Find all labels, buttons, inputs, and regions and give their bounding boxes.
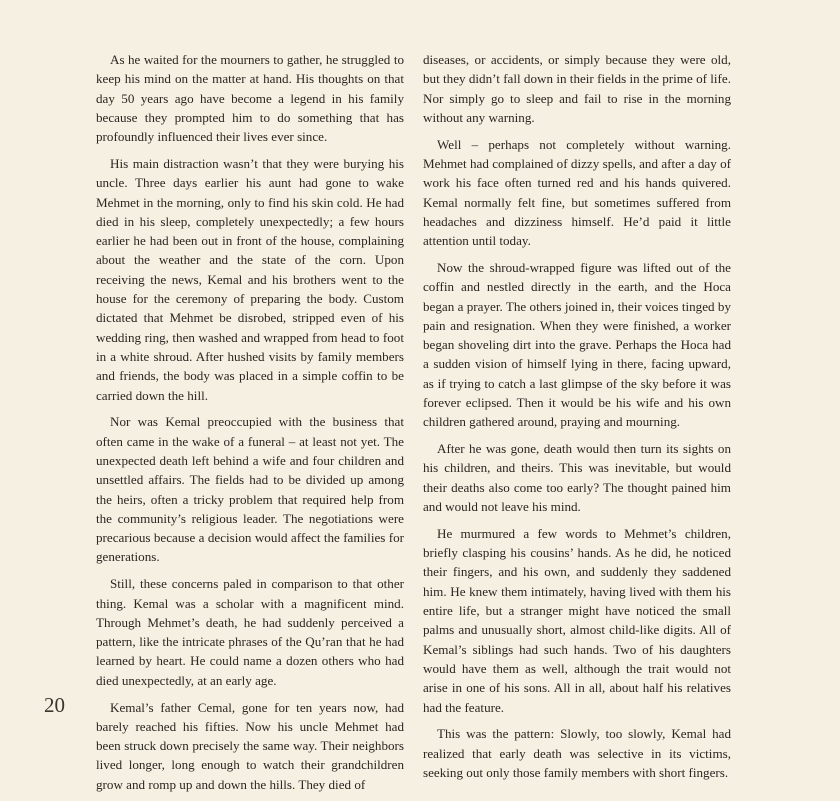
page-number: 20: [44, 693, 65, 717]
paragraph: His main distraction wasn’t that they were burying his uncle. Three days earlier his aunt had gone to wake Mehmet in the morning, only to find his skin cold. He had died in his sleep, completely unexpectedly; a few hours earlier he had been out in front of the house, complaining about the weather and the state of the corn. Upon receiving the news, Kemal and his brothers went to the house for the ceremony of preparing the body. Custom dictated that Mehmet be disrobed, stripped even of his wedding ring, then washed and wrapped from head to foot in a white shroud. After hushed visits by family members and friends, the body was placed in a simple coffin to be carried down the hill.: [96, 155, 404, 403]
paragraph: As he waited for the mourners to gather, he struggled to keep his mind on the matter at hand. His thoughts on that day 50 years ago have become a legend in his family because they prompted him to do something that has profoundly influenced their lives ever since.: [96, 52, 404, 145]
paragraph-continuation: diseases, or accidents, or simply because they were old, but they didn’t fall down in their fields in the prime of life. Nor simply go to sleep and fail to rise in the morning without any warning.: [423, 52, 731, 125]
paragraph: Well – perhaps not completely without warning. Mehmet had complained of dizzy spells, and after a day of work his face often turned red and his hands quivered. Kemal normally felt fine, but sometimes suffered from headaches and dizziness himself. He’d paid it little attention until today.: [423, 136, 731, 249]
right-text-column: [423, 50, 731, 790]
paragraph: Still, these concerns paled in comparison to that other thing. Kemal was a scholar with a magnificent mind. Through Mehmet’s death, he had suddenly perceived a pattern, like the intricate phrases of the Qu’ran that he had learned by heart. He could name a dozen others who had died unexpectedly, at an early age.: [96, 576, 404, 688]
paragraph: Nor was Kemal preoccupied with the business that often came in the wake of a funeral – at least not yet. The unexpected death left behind a wife and four children and unsettled affairs. The fields had to be divided up among the heirs, often a tricky problem that required help from the community’s religious leader. The negotiations were precarious because a decision would affect the families for generations.: [96, 414, 404, 565]
left-text-column: [96, 50, 404, 801]
paragraph: He murmured a few words to Mehmet’s children, briefly clasping his cousins’ hands. As he did, he noticed their fingers, and his own, and suddenly they saddened him. He knew them intimately, having lived with them his entire life, but a stranger might have noticed the small palms and unusually short, almost child-like digits. All of Kemal’s siblings had such hands. Two of his daughters would have them as well, although the trait would not arise in one of his sons. All in all, about half his relatives had the feature.: [423, 525, 731, 715]
paragraph: This was the pattern: Slowly, too slowly, Kemal had realized that early death was selective in its victims, seeking out only those family members with short fingers.: [423, 726, 731, 780]
paragraph: Kemal’s father Cemal, gone for ten years now, had barely reached his fifties. Now his uncle Mehmet had been struck down precisely the same way. Their neighbors lived longer, long enough to watch their grandchildren grow and romp up and down the hills. They died of: [96, 699, 404, 792]
paragraph: After he was gone, death would then turn its sights on his children, and theirs. This was inevitable, but would their deaths also come too early? The thought pained him and would not leave his mind.: [423, 441, 731, 515]
paragraph: Now the shroud-wrapped figure was lifted out of the coffin and nestled directly in the earth, and the Hoca began a prayer. The others joined in, their voices tinged by pain and resignation. When they were finished, a worker began shoveling dirt into the grave. Perhaps the Hoca had a sudden vision of himself lying in there, facing upward, as if trying to catch a last glimpse of the sky before it was forever eclipsed. Then it would be his wife and his own children gathered around, praying and mourning.: [423, 259, 731, 430]
